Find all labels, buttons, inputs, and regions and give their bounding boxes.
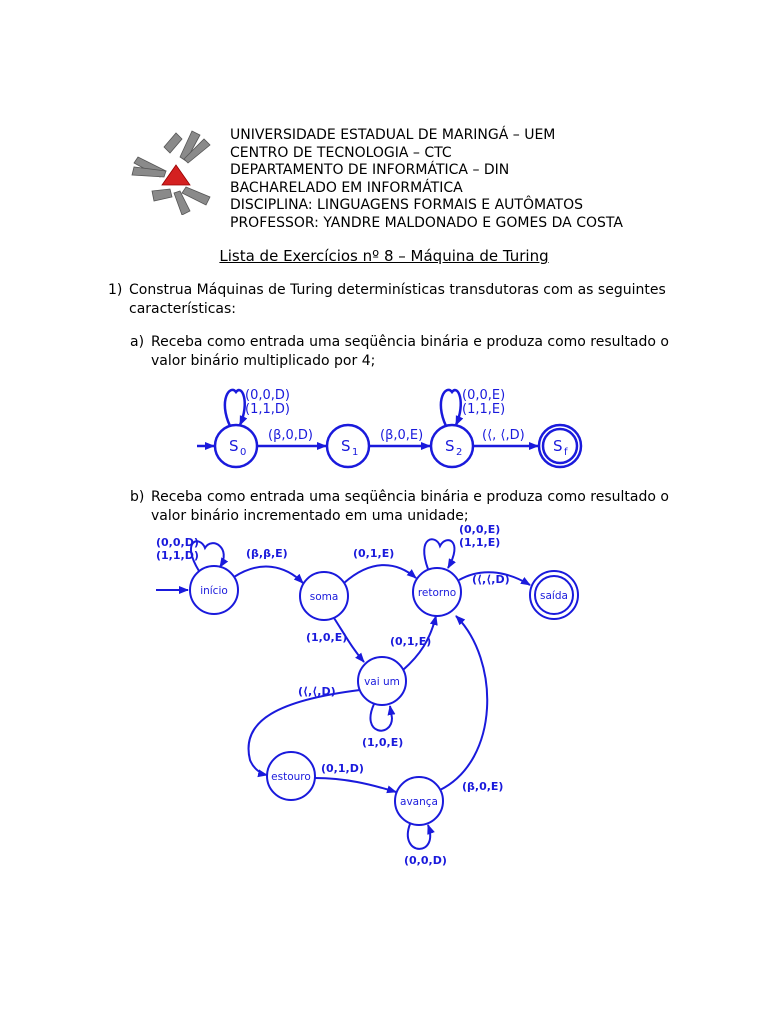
turing-machine-diagram-a	[190, 382, 600, 477]
item-b-line2: valor binário incrementado em uma unidade;	[151, 508, 469, 524]
label-s2-loop-1: (0,0,E)	[462, 388, 506, 403]
loop-s2	[441, 390, 461, 426]
state-s2-sub: 2	[456, 447, 463, 458]
loop-avanca	[408, 824, 430, 849]
header-professor: PROFESSOR: YANDRE MALDONADO E GOMES DA COSTA	[230, 214, 623, 231]
header-course: BACHARELADO EM INFORMÁTICA	[230, 179, 463, 196]
item-a-label: a)	[130, 334, 145, 350]
item-b-label: b)	[130, 489, 145, 505]
label-s2-sf: (⟨, ⟨,D)	[482, 428, 525, 443]
state-s1-sub: 1	[352, 447, 359, 458]
state-s0-label: S	[229, 437, 239, 455]
label-avanca-loop: (0,0,D)	[404, 854, 447, 867]
state-sf-sub: f	[564, 447, 568, 458]
label-avanca-retorno: (β,0,E)	[462, 780, 504, 793]
label-estouro-avanca: (0,1,D)	[321, 762, 364, 775]
label-soma-vaium: (1,0,E)	[306, 631, 348, 644]
question-1-number: 1)	[108, 282, 123, 298]
edge-inicio-soma	[234, 567, 303, 583]
question-1-line2: características:	[129, 301, 237, 317]
uem-logo	[130, 127, 216, 215]
label-vaium-estouro: (⟨,⟨,D)	[298, 685, 336, 698]
state-soma-label: soma	[309, 591, 339, 603]
state-inicio-label: início	[200, 585, 228, 597]
label-inicio-loop-2: (1,1,D)	[156, 549, 199, 562]
state-retorno-label: retorno	[417, 587, 457, 599]
item-a-line2: valor binário multiplicado por 4;	[151, 353, 376, 369]
edge-estouro-avanca	[315, 778, 396, 792]
label-vaium-retorno: (0,1,E)	[390, 635, 432, 648]
header-university: UNIVERSIDADE ESTADUAL DE MARINGÁ – UEM	[230, 127, 556, 143]
state-estouro-label: estouro	[271, 771, 311, 783]
state-avanca-label: avança	[400, 796, 438, 808]
state-sf-label: S	[553, 437, 563, 455]
label-soma-retorno: (0,1,E)	[353, 547, 395, 560]
page-title: Lista de Exercícios nº 8 – Máquina de Turing	[219, 247, 549, 265]
state-s2-label: S	[445, 437, 455, 455]
label-inicio-loop-1: (0,0,D)	[156, 536, 199, 549]
state-saida-label: saída	[540, 590, 568, 602]
item-a-line1: Receba como entrada uma seqüência binária e produza como resultado o	[151, 334, 669, 350]
edge-soma-retorno	[344, 565, 416, 583]
turing-machine-diagram-b	[150, 520, 600, 870]
institution-header	[230, 127, 623, 233]
item-b-line1: Receba como entrada uma seqüência binária e produza como resultado o	[151, 489, 669, 505]
label-s2-loop-2: (1,1,E)	[462, 402, 506, 417]
label-retorno-saida: (⟨,⟨,D)	[472, 573, 510, 586]
label-retorno-loop-2: (1,1,E)	[459, 536, 501, 549]
label-s1-s2: (β,0,E)	[380, 428, 424, 443]
loop-retorno	[424, 539, 454, 569]
label-s0-loop-2: (1,1,D)	[245, 402, 290, 417]
header-discipline: DISCIPLINA: LINGUAGENS FORMAIS E AUTÔMATOS	[230, 197, 584, 214]
label-vaium-loop: (1,0,E)	[362, 736, 404, 749]
state-s0-sub: 0	[240, 447, 247, 458]
header-department: DEPARTAMENTO DE INFORMÁTICA – DIN	[230, 162, 510, 179]
header-center: CENTRO DE TECNOLOGIA – CTC	[230, 144, 452, 161]
label-retorno-loop-1: (0,0,E)	[459, 523, 501, 536]
loop-s0	[225, 390, 245, 426]
state-s1-label: S	[341, 437, 351, 455]
question-1-line1: Construa Máquinas de Turing determinísticas transdutoras com as seguintes	[129, 282, 666, 298]
label-s0-s1: (β,0,D)	[268, 428, 313, 443]
label-inicio-soma: (β,β,E)	[246, 547, 288, 560]
edge-avanca-retorno	[440, 616, 487, 790]
label-s0-loop-1: (0,0,D)	[245, 388, 290, 403]
loop-vaium	[370, 704, 392, 731]
state-vaium-label: vai um	[364, 676, 400, 688]
